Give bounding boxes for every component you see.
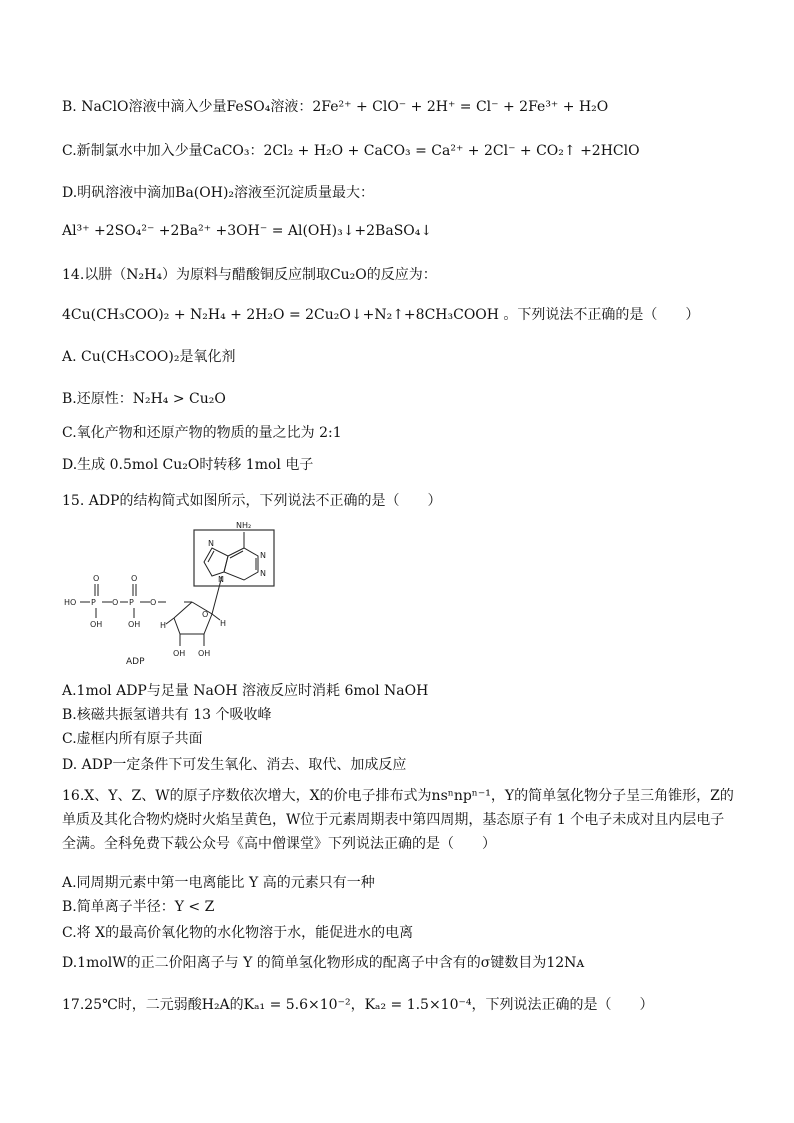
option-13d-equation: Al³⁺ +2SO₄²⁻ +2Ba²⁺ +3OH⁻ = Al(OH)₃↓+2BaSO₄↓ bbox=[62, 223, 433, 239]
question-14: 14.以肼（N₂H₄）为原料与醋酸铜反应制取Cu₂O的反应为： bbox=[62, 267, 437, 283]
option-15a: A.1mol ADP与足量 NaOH 溶液反应时消耗 6mol NaOH bbox=[62, 683, 429, 699]
n-atom-3: N bbox=[260, 569, 266, 578]
option-15b: B.核磁共振氢谱共有 13 个吸收峰 bbox=[62, 707, 272, 723]
nh2-label: NH₂ bbox=[236, 521, 252, 530]
p-atom-2: P bbox=[129, 598, 134, 607]
n-atom-2: N bbox=[260, 551, 266, 560]
option-14b: B.还原性：N₂H₄ > Cu₂O bbox=[62, 391, 226, 407]
o-atom-1: O bbox=[93, 574, 100, 583]
adp-caption: ADP bbox=[126, 657, 145, 667]
o-atom-2: O bbox=[112, 598, 119, 607]
oh-label-2: OH bbox=[128, 620, 141, 629]
option-13d: D.明矾溶液中滴加Ba(OH)₂溶液至沉淀质量最大： bbox=[62, 185, 375, 201]
option-16d: D.1molW的正二价阳离子与 Y 的简单氢化物形成的配离子中含有的σ键数目为12Nᴀ bbox=[62, 955, 585, 971]
n-atom-1: N bbox=[208, 539, 214, 548]
o-atom-3: O bbox=[131, 574, 138, 583]
option-16a: A.同周期元素中第一电离能比 Y 高的元素只有一种 bbox=[62, 875, 375, 891]
oh-label-1: OH bbox=[90, 620, 103, 629]
question-16: 16.X、Y、Z、W的原子序数依次增大，X的价电子排布式为nsⁿnpⁿ⁻¹，Y的简单氢化物分子呈三角锥形，Z的单质及其化合物灼烧时火焰呈黄色，W位于元素周期表中第四周期，基态原子有 1 个电子未成对且内层电子全满。全科免费下载公众号《高中僧课堂》下列说法正确的是（ ） bbox=[62, 788, 734, 852]
oh-label-3: OH bbox=[173, 649, 186, 658]
h-atom-2: H bbox=[220, 619, 227, 628]
option-15d: D. ADP一定条件下可发生氧化、消去、取代、加成反应 bbox=[62, 757, 407, 773]
ho-label: HO bbox=[64, 598, 77, 607]
option-14c: C.氧化产物和还原产物的物质的量之比为 2:1 bbox=[62, 425, 342, 441]
o-atom-ring: O bbox=[202, 610, 209, 619]
option-14a: A. Cu(CH₃COO)₂是氧化剂 bbox=[62, 349, 236, 365]
option-13b: B. NaClO溶液中滴入少量FeSO₄溶液：2Fe²⁺ + ClO⁻ + 2H⁺ = Cl⁻ + 2Fe³⁺ + H₂O bbox=[62, 99, 609, 115]
p-atom-1: P bbox=[91, 598, 96, 607]
adp-structure-figure bbox=[62, 518, 320, 670]
option-15c: C.虚框内所有原子共面 bbox=[62, 731, 203, 747]
h-atom-1: H bbox=[160, 621, 167, 630]
question-15: 15. ADP的结构简式如图所示，下列说法不正确的是（ ） bbox=[62, 493, 442, 509]
option-16b: B.简单离子半径：Y < Z bbox=[62, 899, 215, 915]
option-14d: D.生成 0.5mol Cu₂O时转移 1mol 电子 bbox=[62, 457, 314, 473]
option-16c: C.将 X的最高价氧化物的水化物溶于水，能促进水的电离 bbox=[62, 925, 414, 941]
question-17: 17.25℃时，二元弱酸H₂A的Kₐ₁ = 5.6×10⁻²，Kₐ₂ = 1.5×10⁻⁴，下列说法正确的是（ ） bbox=[62, 997, 654, 1013]
oh-label-4: OH bbox=[198, 649, 211, 658]
n-atom-4: N bbox=[218, 575, 224, 584]
o-atom-4: O bbox=[150, 598, 157, 607]
question-14-equation: 4Cu(CH₃COO)₂ + N₂H₄ + 2H₂O = 2Cu₂O↓+N₂↑+8CH₃COOH 。下列说法不正确的是（ ） bbox=[62, 307, 700, 323]
option-13c: C.新制氯水中加入少量CaCO₃：2Cl₂ + H₂O + CaCO₃ = Ca²⁺ + 2Cl⁻ + CO₂↑ +2HClO bbox=[62, 143, 640, 159]
